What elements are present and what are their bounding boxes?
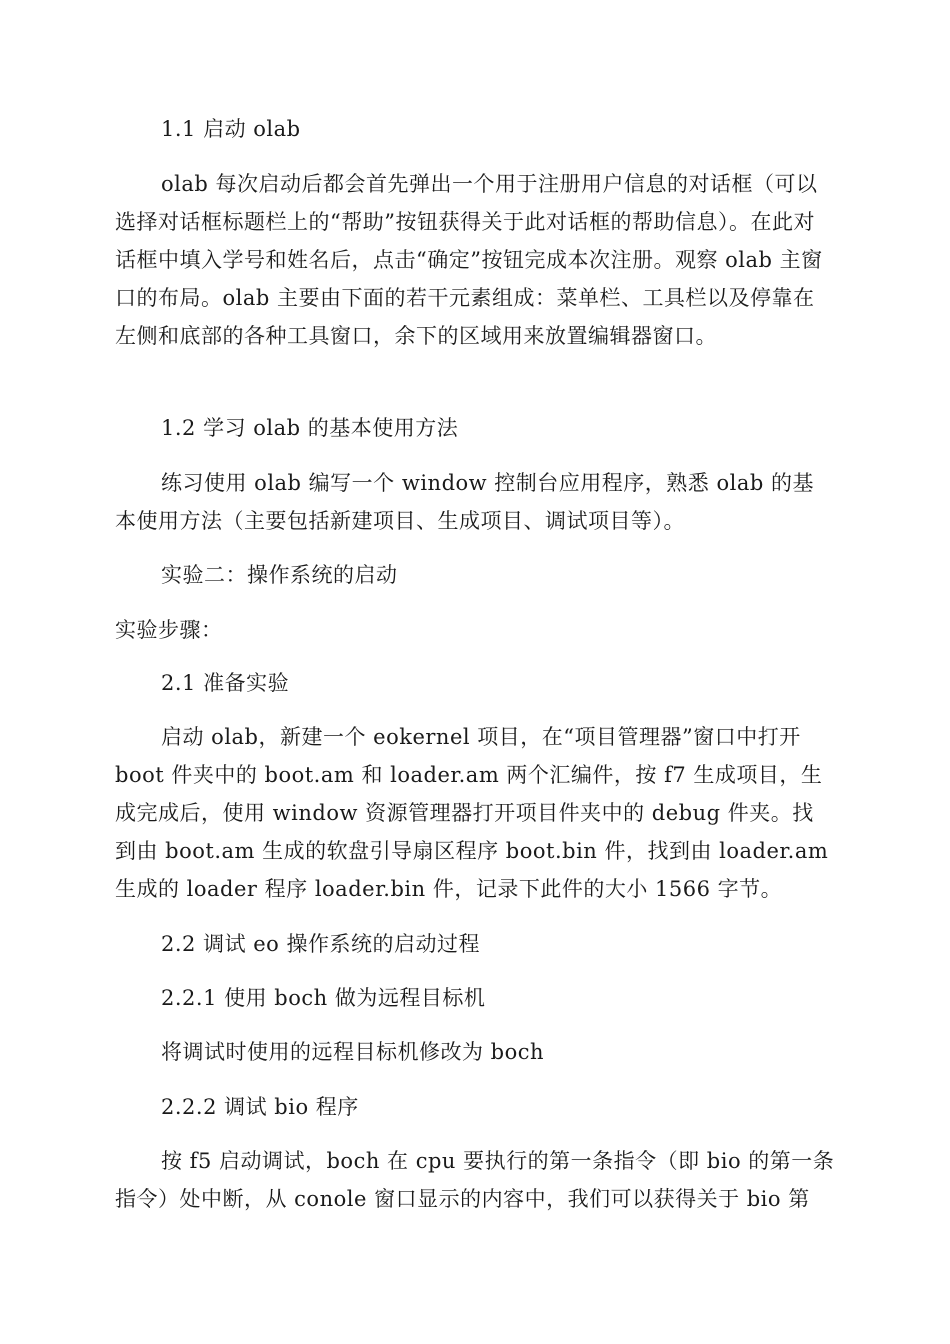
section-heading: 2.2.1 使用 boch 做为远程目标机 — [161, 986, 486, 1010]
body-paragraph: 按 f5 启动调试，boch 在 cpu 要执行的第一条指令（即 bio 的第一条指令）处中断，从 conole 窗口显示的内容中，我们可以获得关于 bio 第 — [115, 1149, 835, 1211]
experiment-heading: 实验二：操作系统的启动 — [161, 563, 398, 587]
section-heading: 1.1 启动 olab — [161, 117, 301, 141]
body-paragraph: 启动 olab，新建一个 eokernel 项目，在“项目管理器”窗口中打开 boot 件夹中的 boot.am 和 loader.am 两个汇编件，按 f7 生成项目，生成完成后，使用 window 资源管理器打开项目件夹中的 debug 件夹。找到由 boot.am 生成的软盘引导扇区程序 boot.bin 件，找到由 loader.am 生成的 loader 程序 loader.bin 件，记录下此件的大小 1566 字节。 — [115, 725, 836, 901]
section-heading: 2.2 调试 eo 操作系统的启动过程 — [161, 932, 480, 956]
steps-heading: 实验步骤： — [115, 618, 223, 642]
section-heading: 2.1 准备实验 — [161, 671, 290, 695]
section-heading: 1.2 学习 olab 的基本使用方法 — [161, 416, 459, 440]
body-paragraph: 练习使用 olab 编写一个 window 控制台应用程序，熟悉 olab 的基本使用方法（主要包括新建项目、生成项目、调试项目等）。 — [115, 471, 814, 533]
section-heading: 2.2.2 调试 bio 程序 — [161, 1095, 359, 1119]
body-paragraph: 将调试时使用的远程目标机修改为 boch — [161, 1040, 545, 1064]
body-paragraph: olab 每次启动后都会首先弹出一个用于注册用户信息的对话框（可以选择对话框标题栏上的“帮助”按钮获得关于此对话框的帮助信息）。在此对话框中填入学号和姓名后，点击“确定”按钮完成本次注册。观察 olab 主窗口的布局。olab 主要由下面的若干元素组成：菜单栏、工具栏以及停靠在左侧和底部的各种工具窗口，余下的区域用来放置编辑器窗口。 — [115, 172, 823, 348]
